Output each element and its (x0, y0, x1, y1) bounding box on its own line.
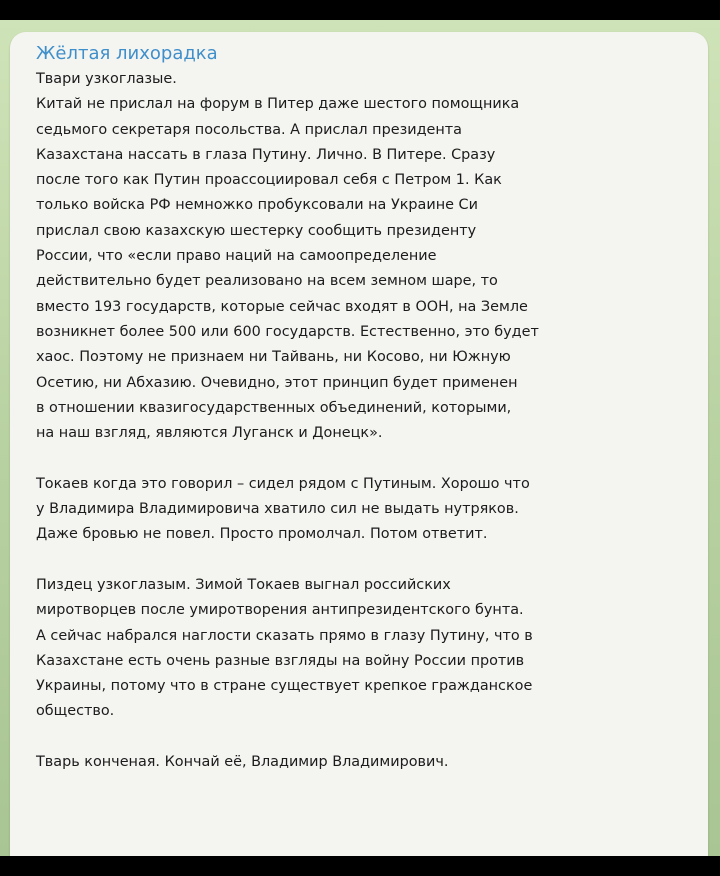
message-line: действительно будет реализовано на всем земном шаре, то (36, 273, 498, 290)
message-line: на наш взгляд, являются Луганск и Донецк». (36, 425, 383, 442)
paragraph-gap (36, 725, 696, 750)
paragraph-gap (36, 548, 696, 573)
message-line: Пиздец узкоглазым. Зимой Токаев выгнал российских (36, 576, 451, 593)
paragraph-gap (36, 446, 696, 471)
message-line: А сейчас набрался наглости сказать прямо в глазу Путину, что в (36, 627, 533, 644)
message-line: общество. (36, 703, 115, 720)
message-line: Даже бровью не повел. Просто промолчал. Потом ответит. (36, 526, 488, 543)
message-line: Твари узкоглазые. (36, 71, 177, 87)
top-black-bar (0, 0, 720, 20)
message-line: России, что «если право наций на самоопределение (36, 248, 437, 265)
message-line: Китай не прислал на форум в Питер даже шестого помощника (36, 96, 520, 113)
message-line: миротворцев после умиротворения антипрезидентского бунта. (36, 602, 524, 619)
message-line: после того как Путин проассоциировал себя с Петром 1. Как (36, 172, 502, 189)
message-line: возникнет более 500 или 600 государств. Естественно, это будет (36, 323, 539, 340)
message-line: Украины, потому что в стране существует крепкое гражданское (36, 678, 533, 695)
message-line: седьмого секретаря посольства. А прислал президента (36, 121, 462, 138)
message-line: прислал свою казахскую шестерку сообщить президенту (36, 222, 477, 239)
message-line: Токаев когда это говорил – сидел рядом с Путиным. Хорошо что (36, 475, 530, 492)
message-line: Осетию, ни Абхазию. Очевидно, этот принцип будет применен (36, 374, 518, 391)
message-line: вместо 193 государств, которые сейчас входят в ООН, на Земле (36, 298, 528, 315)
message-line: Тварь конченая. Кончай её, Владимир Владимирович. (36, 754, 449, 771)
message-text (36, 67, 696, 775)
message-line: Казахстане есть очень разные взгляды на войну России против (36, 652, 525, 669)
message-line: только войска РФ немножко пробуксовали на Украине Си (36, 197, 478, 214)
message-bubble[interactable] (10, 32, 708, 856)
sender-name[interactable]: Жёлтая лихорадка (36, 43, 218, 64)
message-line: Казахстана нассать в глаза Путину. Лично. В Питере. Сразу (36, 146, 496, 163)
message-line: хаос. Поэтому не признаем ни Тайвань, ни Косово, ни Южную (36, 349, 511, 366)
message-line: у Владимира Владимировича хватило сил не выдать нутряков. (36, 501, 519, 518)
bottom-black-bar (0, 856, 720, 876)
message-line: в отношении квазигосударственных объединений, которыми, (36, 399, 512, 416)
